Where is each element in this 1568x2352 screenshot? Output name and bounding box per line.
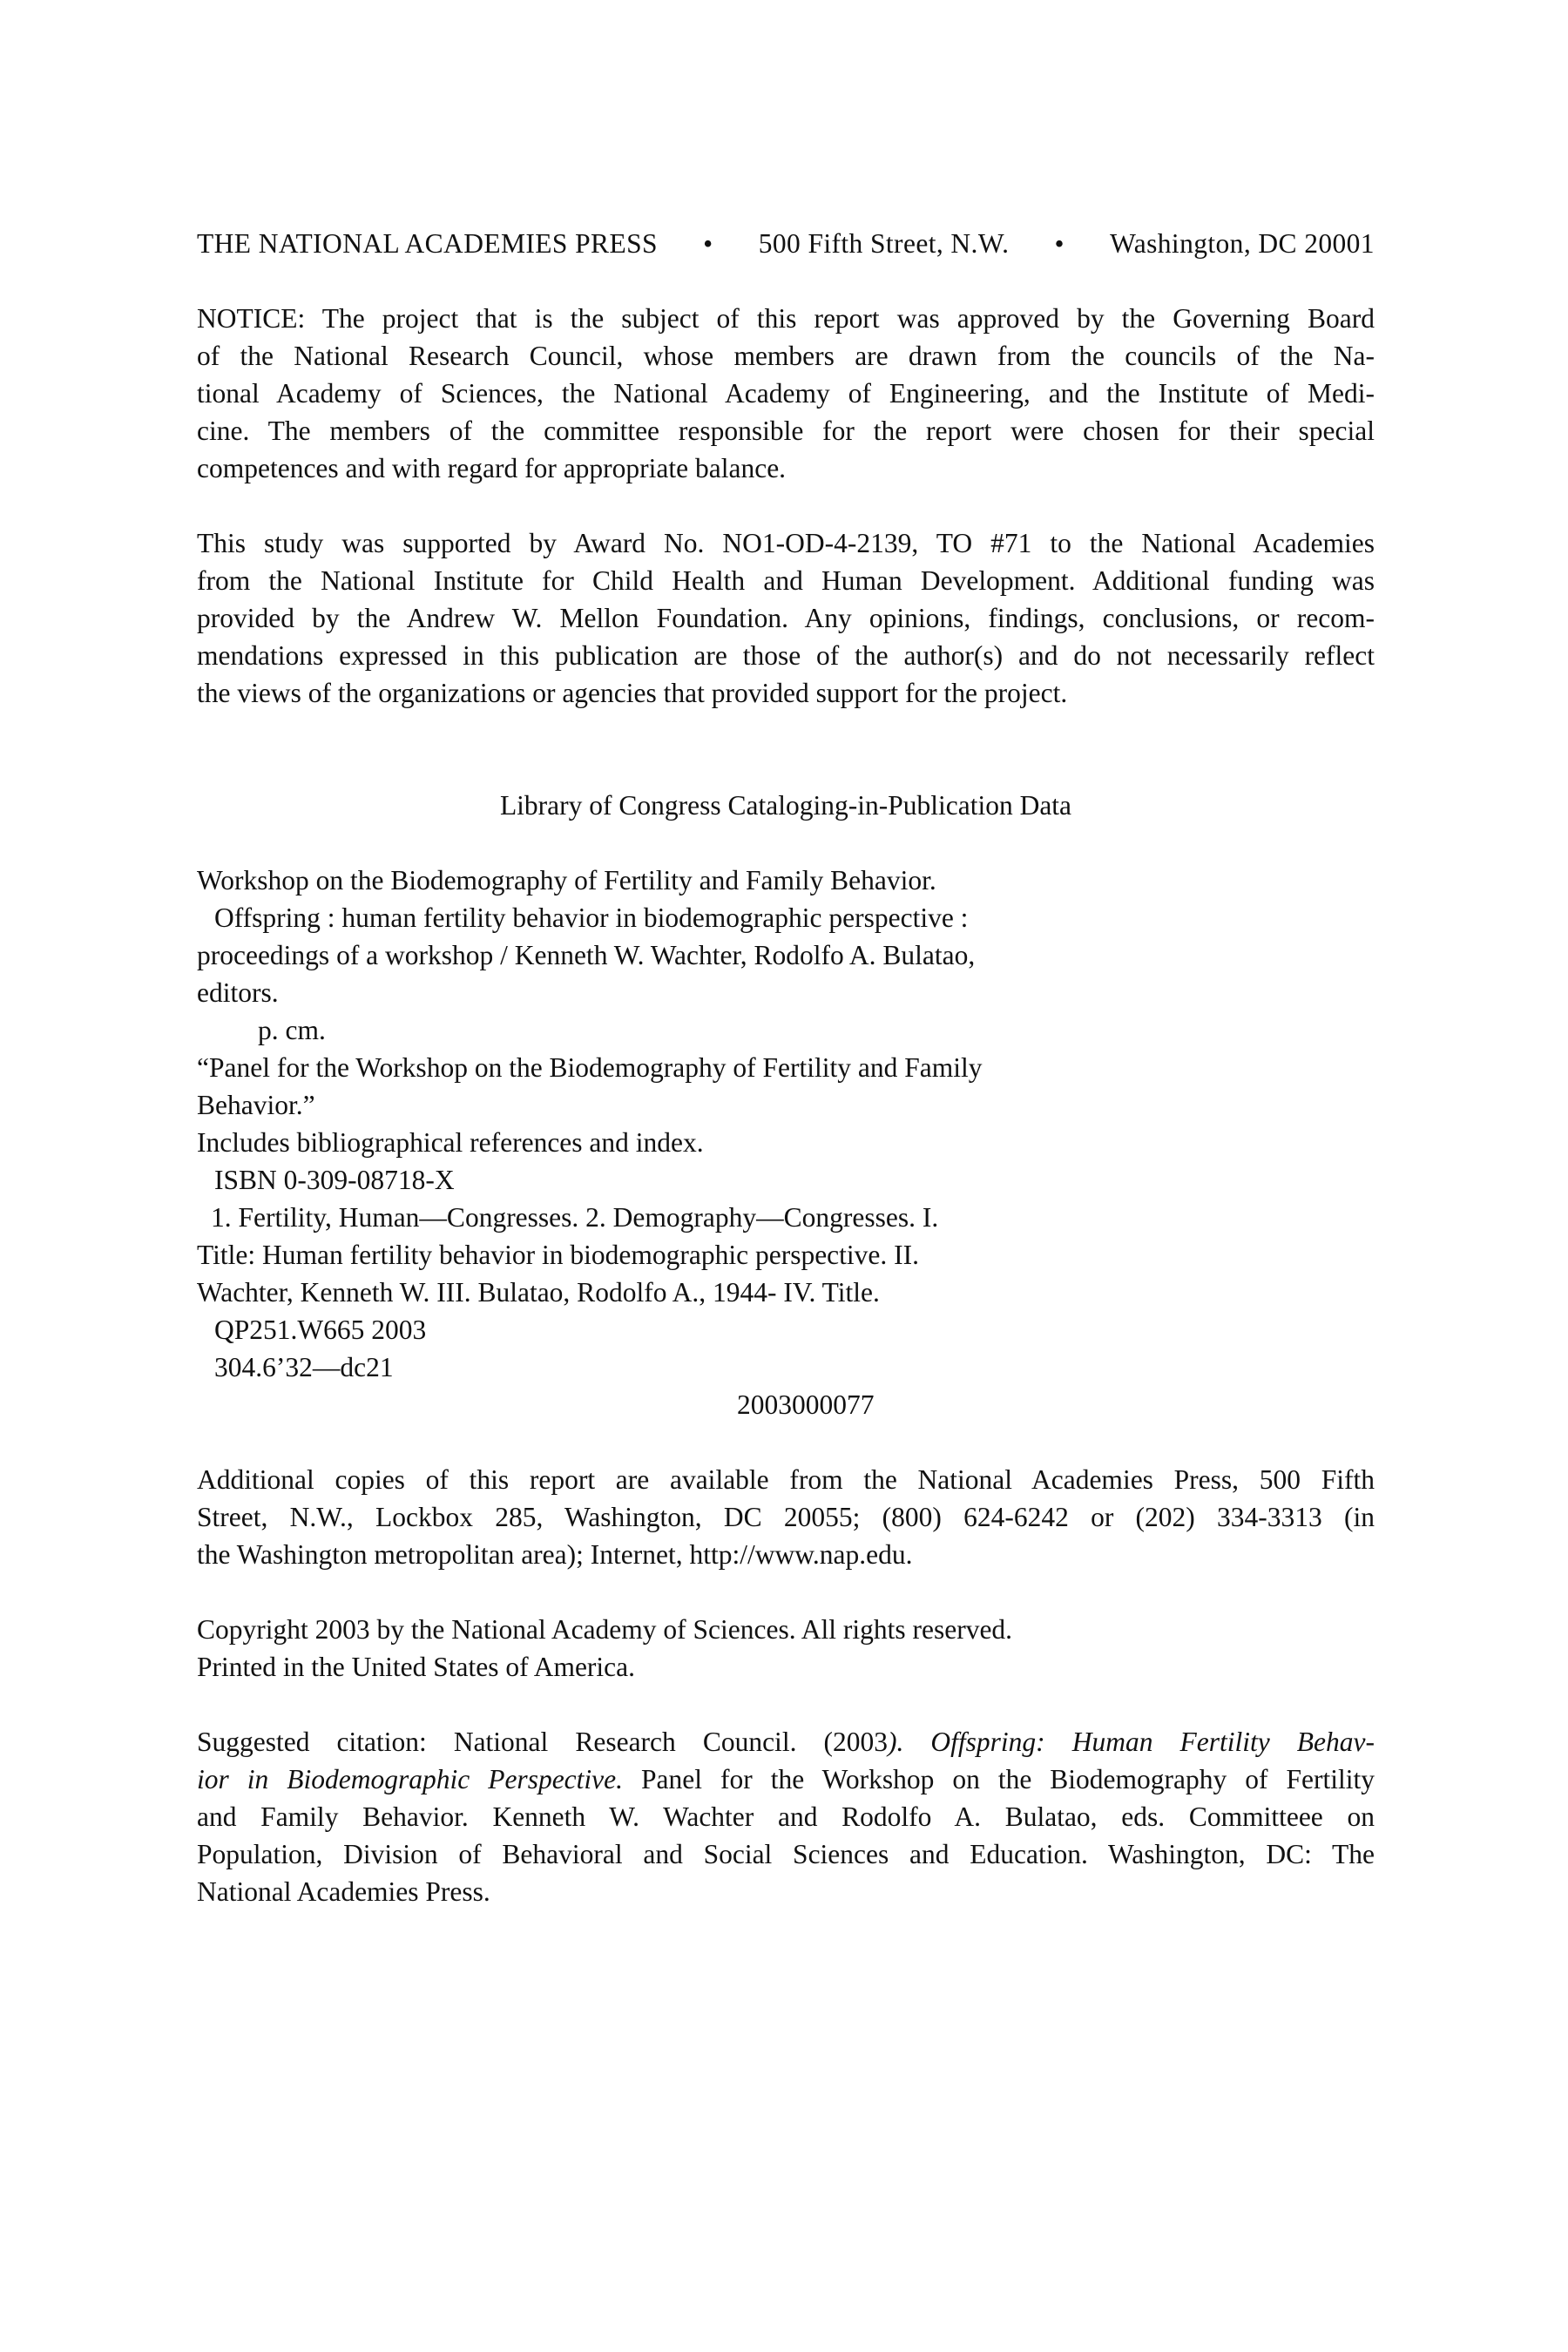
citation-line [197, 1723, 1375, 1761]
cip-line: “Panel for the Workshop on the Biodemography of Fertility and Family [197, 1052, 983, 1083]
cip-line: Includes bibliographical references and index. [197, 1127, 704, 1158]
support-line: mendations expressed in this publication are those of the author(s) and do not necessarily reflect [197, 640, 1375, 671]
publisher-street: 500 Fifth Street, N.W. [758, 228, 1010, 259]
cip-line: proceedings of a workshop / Kenneth W. Wachter, Rodolfo A. Bulatao, [197, 940, 976, 970]
copies-line: the Washington metropolitan area); Internet, http://www.nap.edu. [197, 1539, 913, 1570]
citation-line: National Academies Press. [197, 1876, 490, 1907]
support-paragraph [197, 524, 1375, 712]
citation-line [197, 1761, 1375, 1798]
notice-line: of the National Research Council, whose members are drawn from the councils of the Na- [197, 341, 1375, 371]
cip-line: Behavior.” [197, 1090, 315, 1120]
cip-isbn: ISBN 0-309-08718-X [214, 1165, 455, 1195]
notice-line: NOTICE: The project that is the subject of this report was approved by the Governing Board [197, 303, 1375, 334]
citation-lead: Suggested citation: National Research Council. (2003 [197, 1727, 888, 1757]
cip-control-number: 2003000077 [737, 1389, 875, 1420]
cip-heading: Library of Congress Cataloging-in-Publication Data [499, 790, 1072, 821]
cip-line: editors. [197, 977, 279, 1008]
support-line: This study was supported by Award No. NO1-OD-4-2139, TO #71 to the National Academies [197, 528, 1375, 558]
cip-line: 1. Fertility, Human—Congresses. 2. Demography—Congresses. I. [211, 1202, 939, 1233]
copies-paragraph [197, 1461, 1375, 1573]
support-line: from the National Institute for Child Health and Human Development. Additional funding was [197, 565, 1375, 596]
publisher-name: THE NATIONAL ACADEMIES PRESS [197, 228, 658, 259]
notice-line: tional Academy of Sciences, the National Academy of Engineering, and the Institute of Medi- [197, 378, 1375, 409]
cip-record [197, 862, 1129, 1423]
copyright-notice [197, 1611, 1375, 1686]
copies-line: Additional copies of this report are available from the National Academies Press, 500 Fifth [197, 1464, 1375, 1495]
cip-line: Workshop on the Biodemography of Fertility and Family Behavior. [197, 865, 936, 896]
cip-line: Wachter, Kenneth W. III. Bulatao, Rodolfo A., 1944- IV. Title. [197, 1277, 880, 1308]
notice-paragraph [197, 300, 1375, 487]
copyright-line: Copyright 2003 by the National Academy of Sciences. All rights reserved. [197, 1614, 1013, 1645]
citation-line: Population, Division of Behavioral and Social Sciences and Education. Washington, DC: The [197, 1839, 1375, 1869]
publisher-header [197, 225, 1375, 262]
support-line: provided by the Andrew W. Mellon Foundation. Any opinions, findings, conclusions, or recom- [197, 603, 1375, 633]
cip-line: Title: Human fertility behavior in biodemographic perspective. II. [197, 1240, 919, 1270]
printed-line: Printed in the United States of America. [197, 1652, 636, 1682]
suggested-citation [197, 1723, 1375, 1910]
bullet-separator: • [1054, 228, 1064, 259]
citation-title-part: ). Offspring: Human Fertility Behav- [887, 1727, 1375, 1757]
publisher-city: Washington, DC 20001 [1110, 228, 1375, 259]
citation-line: and Family Behavior. Kenneth W. Wachter and Rodolfo A. Bulatao, eds. Committeee on [197, 1801, 1375, 1832]
copies-line: Street, N.W., Lockbox 285, Washington, DC 20055; (800) 624-6242 or (202) 334-3313 (in [197, 1502, 1375, 1532]
copyright-page [197, 225, 1375, 1910]
cip-classification: 304.6’32—dc21 [214, 1352, 394, 1382]
citation-title-part: ior in Biodemographic Perspective. [197, 1764, 624, 1794]
support-line: the views of the organizations or agencies that provided support for the project. [197, 678, 1068, 708]
citation-panel: Panel for the Workshop on the Biodemography of Fertility [623, 1764, 1375, 1794]
cip-line: Offspring : human fertility behavior in biodemographic perspective : [214, 902, 969, 933]
notice-line: cine. The members of the committee responsible for the report were chosen for their special [197, 416, 1375, 446]
bullet-separator: • [703, 228, 713, 259]
notice-line: competences and with regard for appropriate balance. [197, 453, 787, 483]
cip-line: p. cm. [258, 1015, 326, 1045]
cip-call-number: QP251.W665 2003 [214, 1315, 427, 1345]
